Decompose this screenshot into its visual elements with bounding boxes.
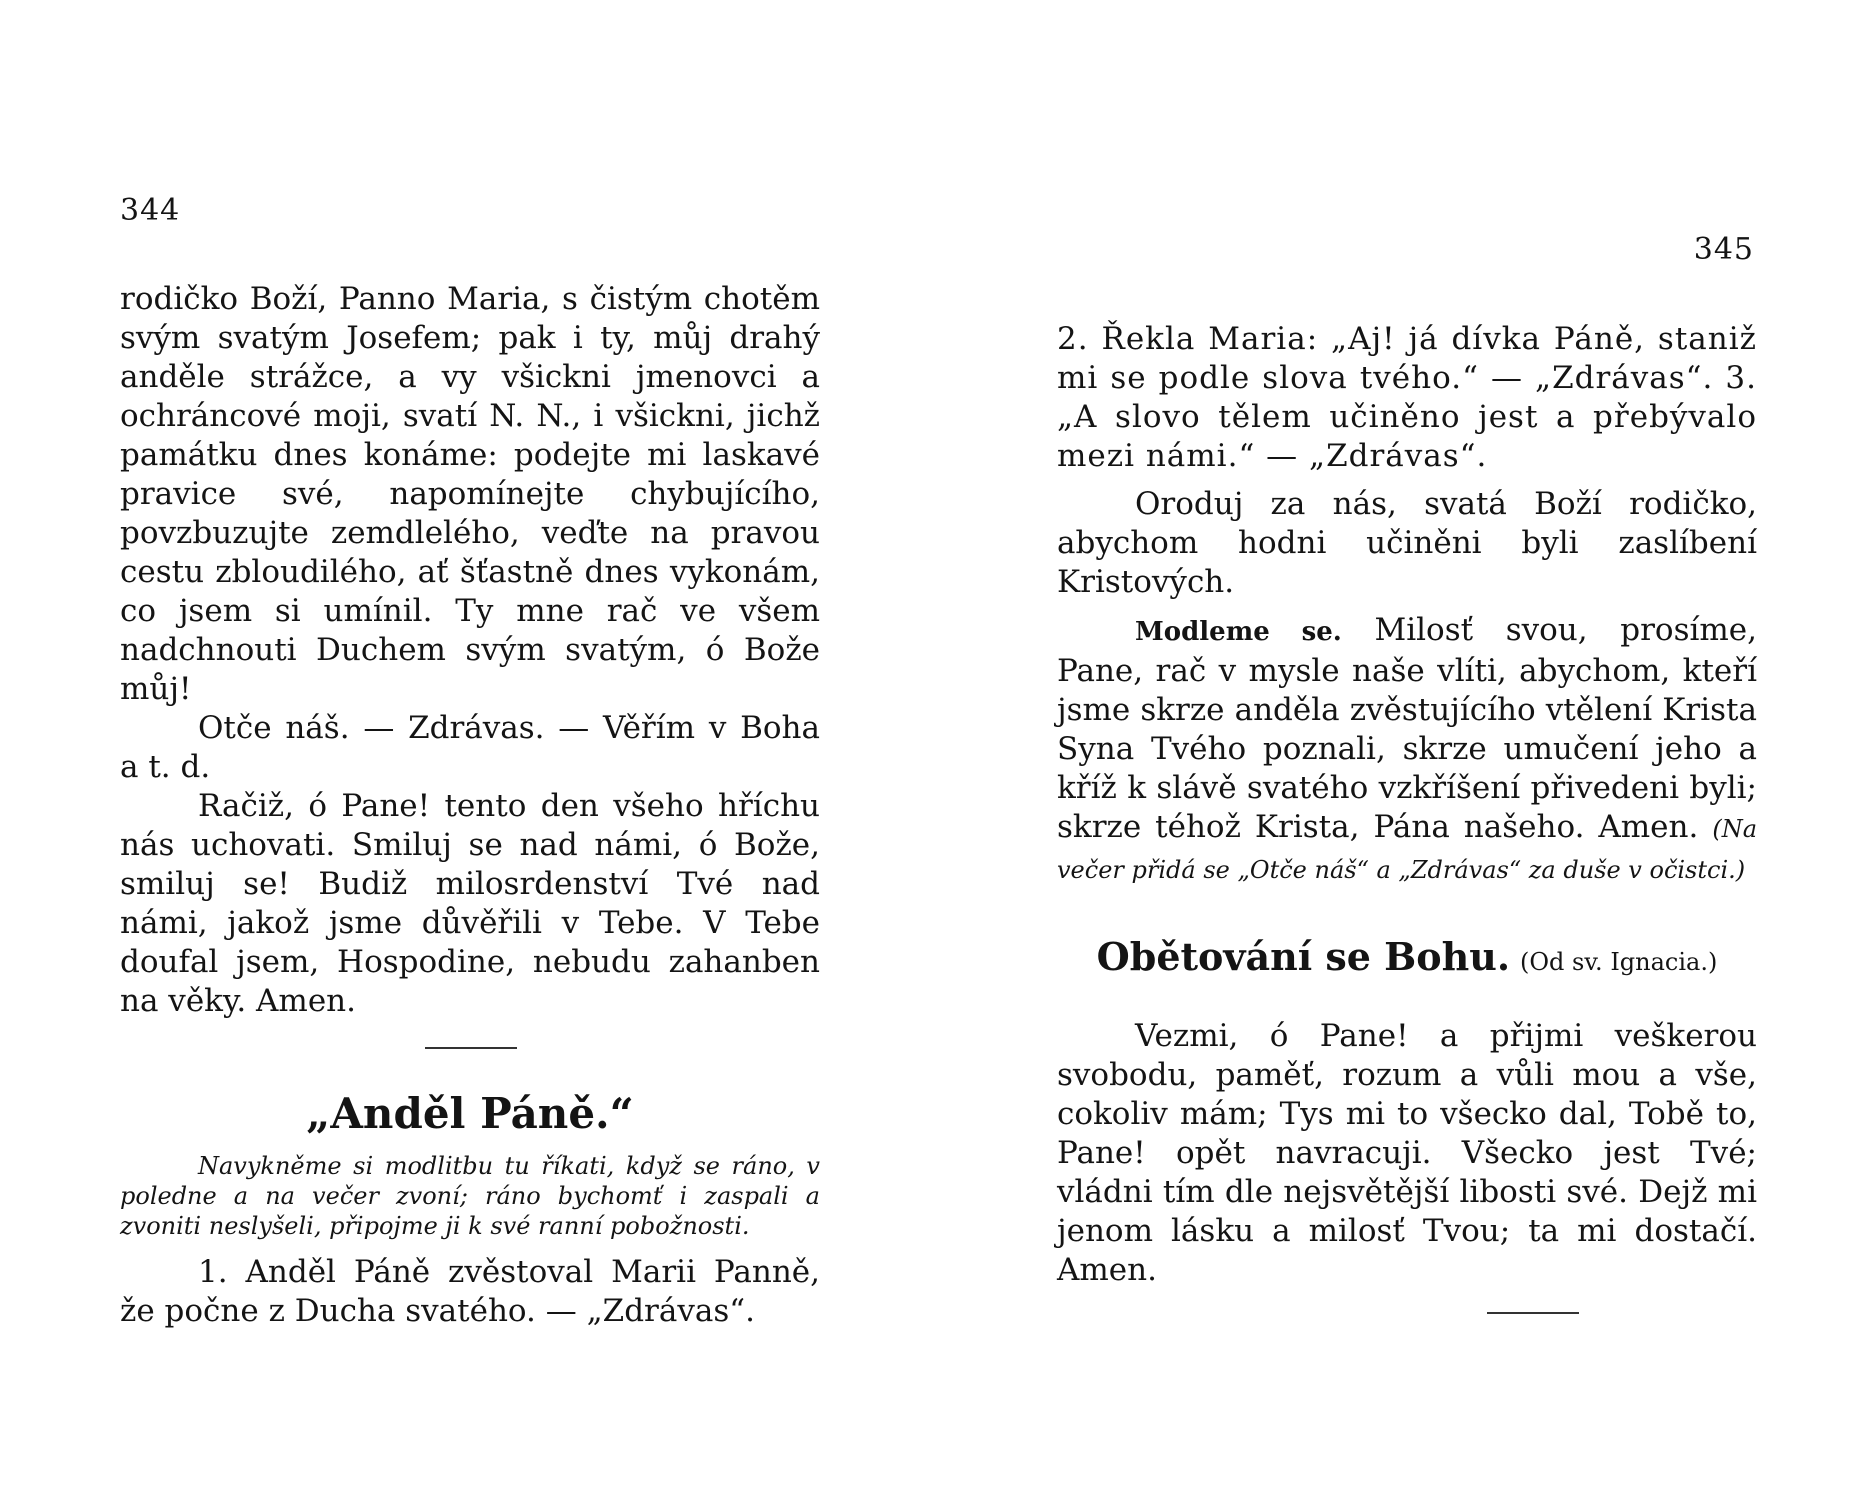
prayer-label: Modleme se. <box>1135 617 1342 647</box>
paragraph-our-father: Otče náš. — Zdrávas. — Věřím v Boha a t. d. <box>120 710 820 785</box>
verse-1: 1. Anděl Páně zvěstoval Marii Panně, že počne z Ducha svatého. — „Zdrávas“. <box>120 1254 820 1329</box>
prayer-note-italic: (Na večer přidá se „Otče náš“ a „Zdrávas“ za duše v očistci.) <box>1057 815 1757 884</box>
section-heading-offering <box>1057 932 1757 987</box>
page-number: 344 <box>120 193 181 228</box>
verse-2-3: 2. Řekla Maria: „Aj! já dívka Páně, staniž mi se podle slova tvého.“ — „Zdrávas“. 3. „A slovo tělem učiněno jest a přebývalo mezi námi.“ — „Zdrávas“. <box>1057 321 1757 474</box>
section-divider <box>1487 1312 1579 1314</box>
section-note-italic: Navykněme si modlitbu tu říkati, když se ráno, v poledne a na večer zvoní; ráno bychomť i zaspali a zvoniti neslyšeli, připojme ji k své ranní pobožnosti. <box>120 1152 820 1240</box>
page-number: 345 <box>1693 232 1754 267</box>
paragraph-closing-prayer <box>1057 611 1757 890</box>
right-page <box>927 0 1854 1500</box>
paragraph-offering: Vezmi, ó Pane! a přijmi veškerou svobodu, paměť, rozum a vůli mou a vše, cokoliv mám; Tys mi to všecko dal, Tobě to, Pane! opět navracuji. Všecko jest Tvé; vládni tím dle nejsvětější libosti své. Dejž mi jenom lásku a milosť Tvou; ta mi dostačí. Amen. <box>1057 1018 1757 1288</box>
section-divider <box>425 1047 517 1049</box>
paragraph-intercession: Oroduj za nás, svatá Boží rodičko, abychom hodni učiněni byli zaslíbení Kristových. <box>1057 486 1757 600</box>
prayer-text: Milosť svou, prosíme, Pane, rač v mysle naše vlíti, abychom, kteří jsme skrze anděla zvěstujícího vtělení Krista Syna Tvého poznali, skrze umučení jeho a kříž k slávě svatého vzkříšení přivedeni byli; skrze téhož Krista, Pána našeho. Amen. <box>1057 612 1757 845</box>
left-text-column <box>120 280 820 1331</box>
offering-subtitle: (Od sv. Ignacia.) <box>1520 948 1718 976</box>
paragraph-preserve-us: Račiž, ó Pane! tento den všeho hříchu nás uchovati. Smiluj se nad námi, ó Bože, smiluj se! Budiž milosrdenství Tvé nad námi, jakož jsme důvěřili v Tebe. V Tebe doufal jsem, Hospodine, nebudu zahanben na věky. Amen. <box>120 788 820 1019</box>
paragraph-prayer-saints: rodičko Boží, Panno Maria, s čistým chotěm svým svatým Josefem; pak i ty, můj drahý anděle strážce, a vy všickni jmenovci a ochráncové moji, svatí N. N., i všickni, jichž památku dnes konáme: podejte mi laskavé pravice své, napomínejte chybujícího, povzbuzujte zemdlelého, veďte na pravou cestu zbloudilého, ať šťastně dnes vykonám, co jsem si umínil. Ty mne rač ve všem nadchnouti Duchem svým svatým, ó Bože můj! <box>120 281 820 707</box>
offering-title: Obětování se Bohu. <box>1096 934 1511 979</box>
section-heading-angelus: „Anděl Páně.“ <box>306 1089 634 1138</box>
right-text-column <box>1057 320 1757 1314</box>
